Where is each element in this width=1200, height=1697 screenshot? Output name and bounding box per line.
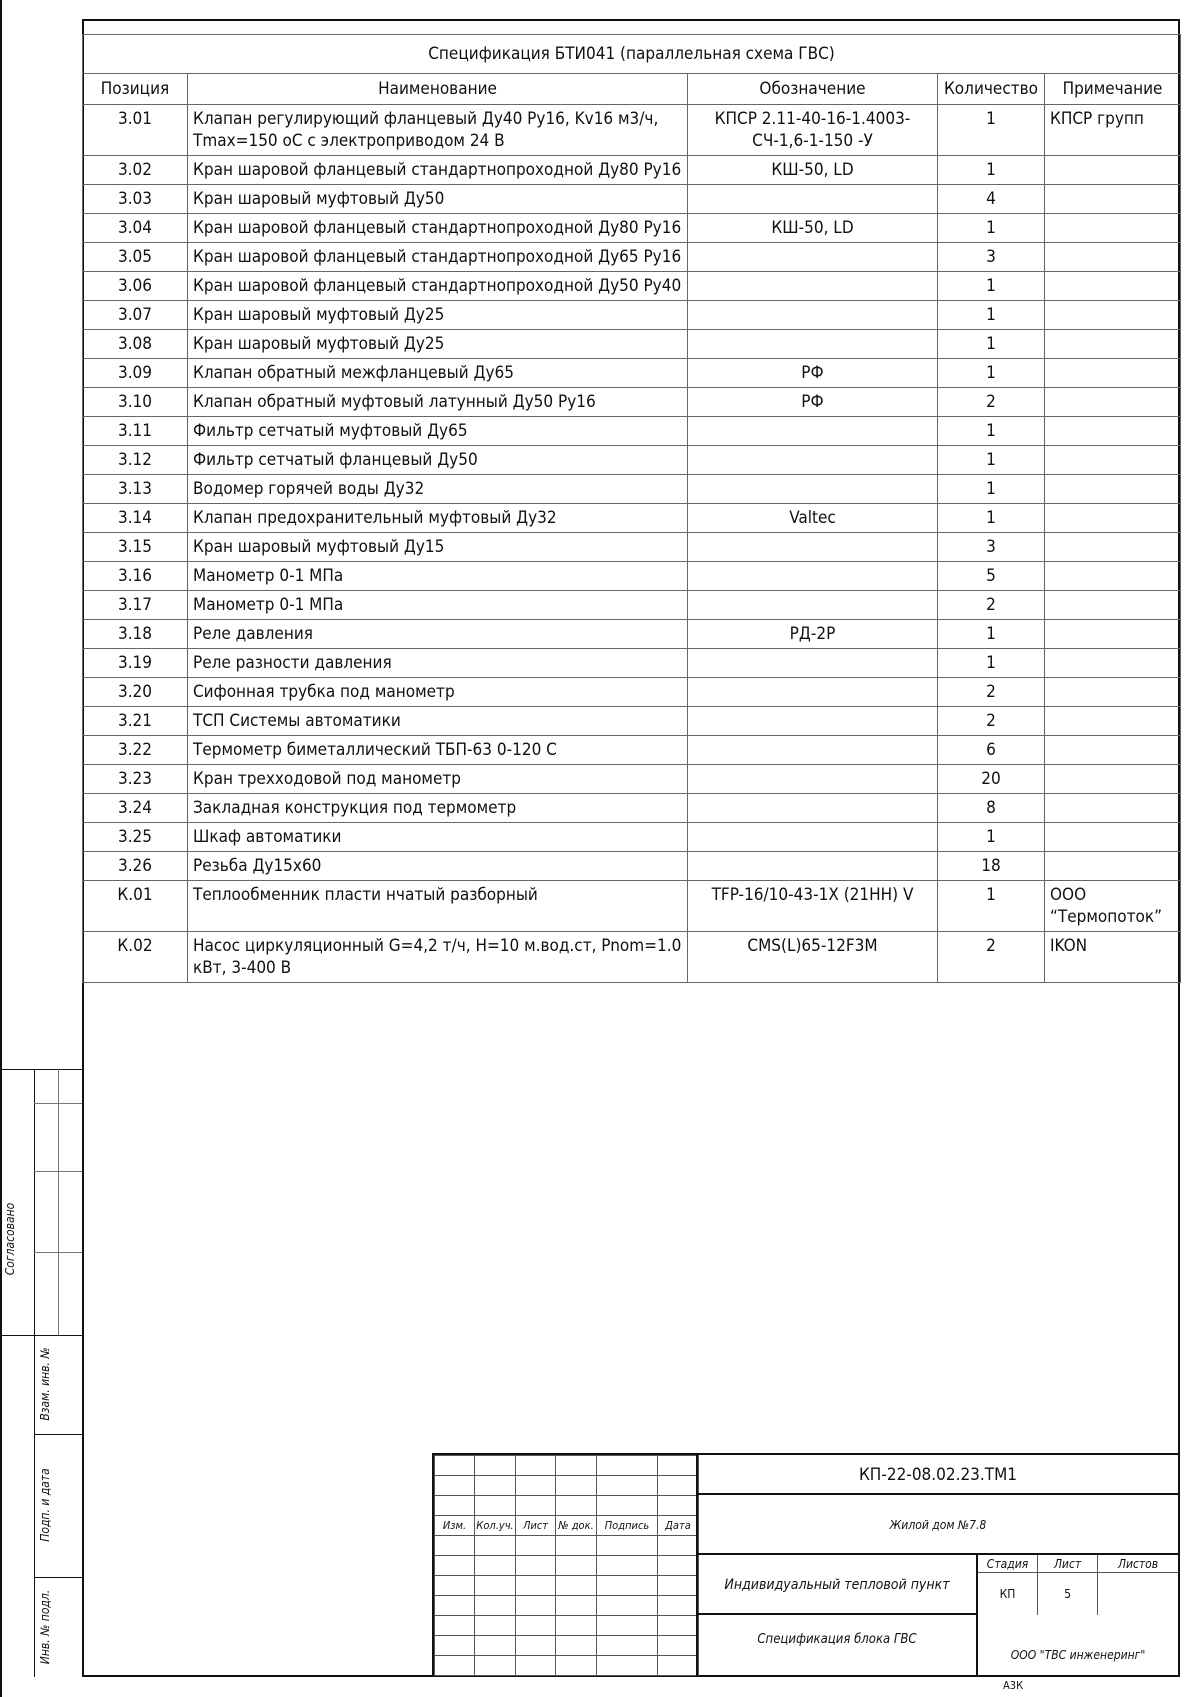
- row-name: Насос циркуляционный G=4,2 т/ч, H=10 м.вод.ст, Pnom=1.0 кВт, 3-400 В: [188, 932, 688, 983]
- row-quantity: 1: [938, 359, 1045, 388]
- row-designation: [688, 707, 938, 736]
- row-position: 3.06: [83, 272, 188, 301]
- row-designation: КШ-50, LD: [688, 156, 938, 185]
- sheet-label: Лист: [1038, 1555, 1098, 1573]
- row-note: IKON: [1045, 932, 1181, 983]
- row-quantity: 1: [938, 446, 1045, 475]
- spec-row: [83, 330, 1181, 359]
- row-designation: РД-2Р: [688, 620, 938, 649]
- row-note: [1045, 736, 1181, 765]
- row-note: [1045, 330, 1181, 359]
- row-position: 3.17: [83, 591, 188, 620]
- spec-row: [83, 272, 1181, 301]
- header-quantity: Количество: [938, 74, 1045, 105]
- row-designation: Valtec: [688, 504, 938, 533]
- row-designation: [688, 446, 938, 475]
- row-designation: [688, 736, 938, 765]
- row-quantity: 8: [938, 794, 1045, 823]
- row-designation: [688, 185, 938, 214]
- side-inv-replace-label: Взам. инв. №: [38, 1347, 52, 1421]
- side-top-line: [0, 1069, 82, 1070]
- row-quantity: 3: [938, 243, 1045, 272]
- row-designation: КПСР 2.11-40-16-1.4003-СЧ-1,6-1-150 -У: [688, 105, 938, 156]
- side-row: [34, 1171, 82, 1172]
- row-note: [1045, 475, 1181, 504]
- title-block: [432, 1453, 1180, 1677]
- row-designation: [688, 678, 938, 707]
- spec-body: [83, 105, 1181, 983]
- row-quantity: 2: [938, 707, 1045, 736]
- row-quantity: 2: [938, 388, 1045, 417]
- spec-row: [83, 388, 1181, 417]
- row-designation: КШ-50, LD: [688, 214, 938, 243]
- row-name: Фильтр сетчатый фланцевый Ду50: [188, 446, 688, 475]
- row-position: 3.19: [83, 649, 188, 678]
- row-name: Кран трехходовой под манометр: [188, 765, 688, 794]
- row-name: Кран шаровый муфтовый Ду25: [188, 330, 688, 359]
- side-row: [34, 1103, 82, 1104]
- row-note: [1045, 504, 1181, 533]
- sheet-edge: [0, 0, 2, 1697]
- row-position: 3.21: [83, 707, 188, 736]
- row-quantity: 6: [938, 736, 1045, 765]
- row-designation: [688, 475, 938, 504]
- row-position: 3.09: [83, 359, 188, 388]
- row-quantity: 2: [938, 678, 1045, 707]
- side-row: [34, 1252, 82, 1253]
- row-position: 3.05: [83, 243, 188, 272]
- row-note: [1045, 446, 1181, 475]
- spec-row: [83, 475, 1181, 504]
- row-quantity: 5: [938, 562, 1045, 591]
- row-name: Шкаф автоматики: [188, 823, 688, 852]
- row-position: 3.26: [83, 852, 188, 881]
- row-name: Кран шаровый муфтовый Ду25: [188, 301, 688, 330]
- col-kolych: Кол.уч.: [475, 1516, 516, 1536]
- row-note: [1045, 591, 1181, 620]
- sheet-value: 5: [1038, 1573, 1098, 1615]
- row-position: 3.10: [83, 388, 188, 417]
- col-list: Лист: [516, 1516, 556, 1536]
- row-position: 3.12: [83, 446, 188, 475]
- row-designation: [688, 301, 938, 330]
- row-designation: РФ: [688, 388, 938, 417]
- row-name: Кран шаровый муфтовый Ду15: [188, 533, 688, 562]
- col-date: Дата: [658, 1516, 699, 1536]
- row-position: 3.16: [83, 562, 188, 591]
- row-position: 3.01: [83, 105, 188, 156]
- row-quantity: 1: [938, 272, 1045, 301]
- side-agreed-label: Согласовано: [3, 1202, 17, 1276]
- row-note: [1045, 533, 1181, 562]
- row-note: КПСР групп: [1045, 105, 1181, 156]
- row-position: 3.02: [83, 156, 188, 185]
- row-note: [1045, 417, 1181, 446]
- spec-title: Спецификация БТИ041 (параллельная схема ГВС): [83, 35, 1181, 74]
- row-name: Кран шаровой фланцевый стандартнопроходной Ду65 Ру16: [188, 243, 688, 272]
- row-note: [1045, 765, 1181, 794]
- row-note: [1045, 649, 1181, 678]
- stage-label: Стадия: [978, 1555, 1038, 1573]
- row-name: Сифонная трубка под манометр: [188, 678, 688, 707]
- row-quantity: 1: [938, 504, 1045, 533]
- row-designation: [688, 562, 938, 591]
- document-code: КП-22-08.02.23.ТМ1: [698, 1455, 1178, 1495]
- spec-header-row: [83, 74, 1181, 105]
- row-quantity: 18: [938, 852, 1045, 881]
- spec-row: [83, 562, 1181, 591]
- row-note: ООО “Термопоток”: [1045, 881, 1181, 932]
- spec-row: [83, 852, 1181, 881]
- row-quantity: 1: [938, 301, 1045, 330]
- header-name: Наименование: [188, 74, 688, 105]
- header-designation: Обозначение: [688, 74, 938, 105]
- spec-row: [83, 417, 1181, 446]
- row-note: [1045, 156, 1181, 185]
- row-designation: CMS(L)65-12F3M: [688, 932, 938, 983]
- row-designation: [688, 794, 938, 823]
- row-quantity: 1: [938, 620, 1045, 649]
- row-position: 3.23: [83, 765, 188, 794]
- row-position: 3.22: [83, 736, 188, 765]
- row-designation: TFP-16/10-43-1X (21HH) V: [688, 881, 938, 932]
- row-position: 3.08: [83, 330, 188, 359]
- row-name: Реле давления: [188, 620, 688, 649]
- row-note: [1045, 301, 1181, 330]
- row-name: Термометр биметаллический ТБП-63 0-120 С: [188, 736, 688, 765]
- side-inner-vline: [58, 1069, 59, 1335]
- stage-value: КП: [978, 1573, 1038, 1615]
- row-note: [1045, 823, 1181, 852]
- row-quantity: 2: [938, 932, 1045, 983]
- row-note: [1045, 707, 1181, 736]
- spec-row: [83, 794, 1181, 823]
- row-position: 3.18: [83, 620, 188, 649]
- row-name: Фильтр сетчатый муфтовый Ду65: [188, 417, 688, 446]
- spec-row: [83, 620, 1181, 649]
- row-note: [1045, 214, 1181, 243]
- side-sign-date-label: Подп. и дата: [38, 1468, 52, 1542]
- spec-row: [83, 243, 1181, 272]
- row-name: Клапан предохранительный муфтовый Ду32: [188, 504, 688, 533]
- spec-row: [83, 649, 1181, 678]
- row-note: [1045, 794, 1181, 823]
- spec-row: [83, 214, 1181, 243]
- row-designation: [688, 330, 938, 359]
- row-quantity: 2: [938, 591, 1045, 620]
- row-note: [1045, 620, 1181, 649]
- row-note: [1045, 388, 1181, 417]
- row-position: 3.24: [83, 794, 188, 823]
- specification-table: [82, 34, 1181, 983]
- spec-row: [83, 533, 1181, 562]
- sheets-value: [1098, 1573, 1178, 1615]
- format-label: А3К: [1003, 1679, 1024, 1692]
- row-name: Реле разности давления: [188, 649, 688, 678]
- col-signature: Подпись: [597, 1516, 658, 1536]
- row-name: Манометр 0-1 МПа: [188, 562, 688, 591]
- spec-row: [83, 678, 1181, 707]
- spec-row: [83, 881, 1181, 932]
- row-name: Кран шаровой фланцевый стандартнопроходной Ду80 Ру16: [188, 214, 688, 243]
- spec-row: [83, 185, 1181, 214]
- col-izm: Изм.: [435, 1516, 475, 1536]
- row-quantity: 1: [938, 330, 1045, 359]
- row-quantity: 20: [938, 765, 1045, 794]
- row-note: [1045, 852, 1181, 881]
- row-quantity: 1: [938, 475, 1045, 504]
- row-position: К.02: [83, 932, 188, 983]
- row-quantity: 3: [938, 533, 1045, 562]
- row-name: Манометр 0-1 МПа: [188, 591, 688, 620]
- row-position: 3.11: [83, 417, 188, 446]
- row-quantity: 1: [938, 823, 1045, 852]
- col-doc-no: № док.: [556, 1516, 597, 1536]
- row-position: 3.20: [83, 678, 188, 707]
- row-designation: [688, 649, 938, 678]
- spec-row: [83, 765, 1181, 794]
- row-name: Водомер горячей воды Ду32: [188, 475, 688, 504]
- row-position: 3.03: [83, 185, 188, 214]
- row-quantity: 1: [938, 214, 1045, 243]
- row-quantity: 1: [938, 156, 1045, 185]
- row-position: 3.13: [83, 475, 188, 504]
- row-designation: [688, 417, 938, 446]
- row-position: 3.14: [83, 504, 188, 533]
- row-designation: [688, 765, 938, 794]
- spec-row: [83, 707, 1181, 736]
- row-designation: [688, 272, 938, 301]
- row-note: [1045, 272, 1181, 301]
- row-name: Кран шаровый муфтовый Ду50: [188, 185, 688, 214]
- row-position: 3.25: [83, 823, 188, 852]
- spec-row: [83, 823, 1181, 852]
- revision-grid: [434, 1455, 699, 1676]
- spec-row: [83, 105, 1181, 156]
- row-name: Закладная конструкция под термометр: [188, 794, 688, 823]
- row-name: Теплообменник пласти нчатый разборный: [188, 881, 688, 932]
- spec-row: [83, 504, 1181, 533]
- row-note: [1045, 243, 1181, 272]
- row-note: [1045, 562, 1181, 591]
- spec-row: [83, 591, 1181, 620]
- project-title: Индивидуальный тепловой пункт: [698, 1555, 978, 1615]
- row-note: [1045, 359, 1181, 388]
- row-position: 3.04: [83, 214, 188, 243]
- row-designation: [688, 243, 938, 272]
- row-quantity: 1: [938, 105, 1045, 156]
- row-position: 3.15: [83, 533, 188, 562]
- row-designation: РФ: [688, 359, 938, 388]
- side-line-2: [34, 1434, 82, 1435]
- row-quantity: 1: [938, 649, 1045, 678]
- revision-header-row: [435, 1516, 699, 1536]
- row-quantity: 1: [938, 881, 1045, 932]
- row-name: Клапан обратный муфтовый латунный Ду50 Ру16: [188, 388, 688, 417]
- row-name: Клапан обратный межфланцевый Ду65: [188, 359, 688, 388]
- spec-row: [83, 359, 1181, 388]
- row-name: Клапан регулирующий фланцевый Ду40 Ру16, Kv16 м3/ч, Тmax=150 оС с электроприводом 24 В: [188, 105, 688, 156]
- row-name: Кран шаровой фланцевый стандартнопроходной Ду80 Ру16: [188, 156, 688, 185]
- row-name: Кран шаровой фланцевый стандартнопроходной Ду50 Ру40: [188, 272, 688, 301]
- sheet-title: Спецификация блока ГВС: [698, 1615, 978, 1677]
- row-designation: [688, 852, 938, 881]
- row-note: [1045, 185, 1181, 214]
- spec-row: [83, 446, 1181, 475]
- spec-row: [83, 156, 1181, 185]
- header-position: Позиция: [83, 74, 188, 105]
- row-designation: [688, 823, 938, 852]
- row-quantity: 4: [938, 185, 1045, 214]
- row-name: Резьба Ду15х60: [188, 852, 688, 881]
- row-designation: [688, 533, 938, 562]
- row-note: [1045, 678, 1181, 707]
- sheets-label: Листов: [1098, 1555, 1178, 1573]
- header-note: Примечание: [1045, 74, 1181, 105]
- spec-row: [83, 932, 1181, 983]
- row-position: К.01: [83, 881, 188, 932]
- spec-row: [83, 736, 1181, 765]
- side-inv-orig-label: Инв. № подл.: [38, 1589, 52, 1665]
- row-name: ТСП Системы автоматики: [188, 707, 688, 736]
- row-quantity: 1: [938, 417, 1045, 446]
- company-name: ООО "ТВС инженеринг": [1010, 1648, 1146, 1662]
- spec-row: [83, 301, 1181, 330]
- object-name: Жилой дом №7.8: [698, 1495, 1178, 1555]
- row-designation: [688, 591, 938, 620]
- row-position: 3.07: [83, 301, 188, 330]
